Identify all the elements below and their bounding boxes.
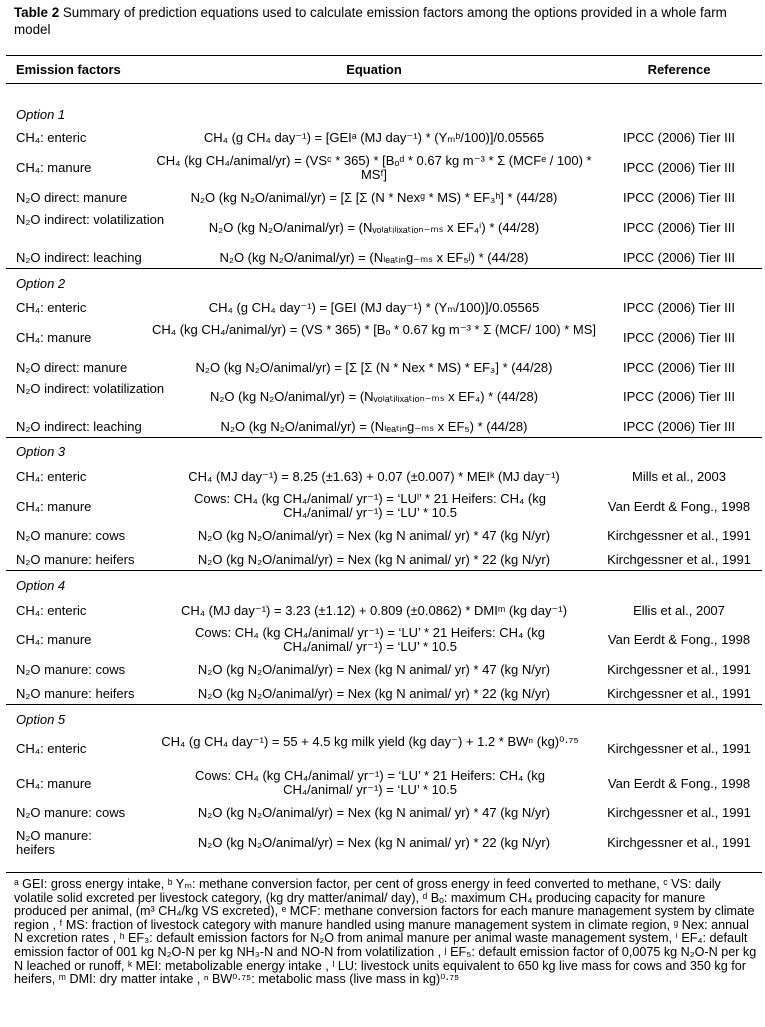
row-equation: N₂O (kg N₂O/animal/yr) = (Nᵥₒₗₐₜᵢₗᵢₓₐₜᵢₒₙ₋ₘₛ x EF₄ⁱ) * (44/28) xyxy=(208,220,540,235)
table-footnotes: ᵃ GEI: gross energy intake, ᵇ Yₘ: methane conversion factor, per cent of gross energy in feed converted to methane, ᶜ VS: daily volatile solid excreted per livestock category, (kg dry matter/animal/ day), ᵈ Bₒ: maximum CH₄ producing capacity for manure produced per animal, (m³ CH₄/kg VS excreted), ᵉ MCF: methane conversion factors for each manure management system by climate region , ᶠ MS: fraction of livestock category with manure handled using manure management system in climate region, ᵍ Nex: annual N excretion rates , ʰ EF₃: default emission factors for N₂O from animal manure per animal waste management system, ⁱ EF₄: default emission factor of 001 kg N₂O-N per kg NH₃-N and NO-N from volatilization , ʲ EF₅: default emission factor of 0,0075 kg N₂O-N per kg N leached or runoff, ᵏ MEI: metabolizable energy intake , ˡ LU: livestock units equivalent to 650 kg live mass for cows and 350 kg for heifers, ᵐ DMI: dry matter intake , ⁿ BW⁰·⁷⁵: metabolic mass (live mass in kg)⁰·⁷⁵ xyxy=(14,877,757,987)
row-reference: IPCC (2006) Tier III xyxy=(623,220,735,235)
row-equation: N₂O (kg N₂O/animal/yr) = Nex (kg N animal/ yr) * 22 (kg N/yr) xyxy=(197,835,551,850)
row-factor: CH₄: manure xyxy=(16,776,92,791)
section-title: Option 3 xyxy=(16,444,66,459)
row-equation: N₂O (kg N₂O/animal/yr) = Nex (kg N animal/ yr) * 47 (kg N/yr) xyxy=(197,528,551,543)
row-reference: Kirchgessner et al., 1991 xyxy=(607,662,751,677)
row-factor: CH₄: enteric xyxy=(16,603,87,618)
bottom-rule xyxy=(6,872,762,873)
row-factor: N₂O manure: heifers xyxy=(16,828,92,857)
row-factor: CH₄: manure xyxy=(16,160,92,175)
row-factor: CH₄: manure xyxy=(16,632,92,647)
row-factor: N₂O indirect: volatilization xyxy=(16,381,165,396)
row-factor: N₂O manure: cows xyxy=(16,662,126,677)
row-equation: CH₄ (kg CH₄/animal/yr) = (VS * 365) * [Bₒ * 0.67 kg m⁻³ * Σ (MCF/ 100) * MS] xyxy=(152,322,596,337)
row-equation: Cows: CH₄ (kg CH₄/animal/ yr⁻¹) = ‘LU’ * 21 Heifers: CH₄ (kg CH₄/animal/ yr⁻¹) = ‘LU’ * 10.5 xyxy=(195,768,545,797)
row-equation: CH₄ (g CH₄ day⁻¹) = 55 + 4.5 kg milk yield (kg day⁻) + 1.2 * BWⁿ (kg)⁰·⁷⁵ xyxy=(161,734,579,749)
row-factor: CH₄: manure xyxy=(16,499,92,514)
section-title: Option 1 xyxy=(16,107,66,122)
row-reference: Van Eerdt & Fong., 1998 xyxy=(607,776,751,791)
row-equation: N₂O (kg N₂O/animal/yr) = Nex (kg N animal/ yr) * 47 (kg N/yr) xyxy=(197,805,551,820)
row-reference: IPCC (2006) Tier III xyxy=(623,190,735,205)
row-factor: N₂O indirect: leaching xyxy=(16,419,142,434)
row-reference: IPCC (2006) Tier III xyxy=(623,160,735,175)
section-title: Option 4 xyxy=(16,578,66,593)
row-factor: CH₄: manure xyxy=(16,330,92,345)
row-factor: CH₄: enteric xyxy=(16,300,87,315)
row-reference: IPCC (2006) Tier III xyxy=(623,419,735,434)
row-factor: N₂O indirect: leaching xyxy=(16,250,142,265)
row-equation: CH₄ (MJ day⁻¹) = 3.23 (±1.12) + 0.809 (±0.0862) * DMIᵐ (kg day⁻¹) xyxy=(180,603,568,618)
row-factor: N₂O manure: heifers xyxy=(16,686,135,701)
header-equation: Equation xyxy=(346,62,402,77)
row-equation: CH₄ (kg CH₄/animal/yr) = (VSᶜ * 365) * [Bₒᵈ * 0.67 kg m⁻³ * Σ (MCFᵉ / 100) * MSᶠ] xyxy=(156,153,592,182)
row-equation: Cows: CH₄ (kg CH₄/animal/ yr⁻¹) = ‘LUˡ’ * 21 Heifers: CH₄ (kg CH₄/animal/ yr⁻¹) = ‘LU’ * 10.5 xyxy=(194,491,546,520)
header-reference: Reference xyxy=(647,62,711,77)
row-equation: N₂O (kg N₂O/animal/yr) = (Nₗₑₐₜᵢₙg₋ₘₛ x EF₅ʲ) * (44/28) xyxy=(219,250,529,265)
row-reference: Kirchgessner et al., 1991 xyxy=(607,528,751,543)
row-reference: IPCC (2006) Tier III xyxy=(623,300,735,315)
table-caption xyxy=(14,4,754,38)
row-reference: IPCC (2006) Tier III xyxy=(623,330,735,345)
row-factor: CH₄: enteric xyxy=(16,130,87,145)
row-equation: N₂O (kg N₂O/animal/yr) = Nex (kg N animal/ yr) * 22 (kg N/yr) xyxy=(197,686,551,701)
caption-text: Summary of prediction equations used to calculate emission factors among the options provided in a whole farm model xyxy=(14,5,727,37)
section-rule xyxy=(6,704,762,705)
section-title: Option 5 xyxy=(16,712,66,727)
section-rule xyxy=(6,437,762,438)
row-factor: N₂O manure: cows xyxy=(16,528,126,543)
row-factor: CH₄: enteric xyxy=(16,741,87,756)
row-factor: N₂O manure: heifers xyxy=(16,552,135,567)
row-equation: N₂O (kg N₂O/animal/yr) = (Nᵥₒₗₐₜᵢₗᵢₓₐₜᵢₒₙ₋ₘₛ x EF₄) * (44/28) xyxy=(209,389,539,404)
row-reference: Van Eerdt & Fong., 1998 xyxy=(607,632,751,647)
row-equation: N₂O (kg N₂O/animal/yr) = [Σ [Σ (N * Nex * MS) * EF₃] * (44/28) xyxy=(195,360,553,375)
row-reference: Ellis et al., 2007 xyxy=(633,603,725,618)
row-reference: IPCC (2006) Tier III xyxy=(623,250,735,265)
row-factor: N₂O direct: manure xyxy=(16,360,128,375)
row-equation: N₂O (kg N₂O/animal/yr) = [Σ [Σ (N * Nexᵍ * MS) * EF₃ʰ] * (44/28) xyxy=(190,190,558,205)
header-rule xyxy=(6,83,762,84)
row-reference: Kirchgessner et al., 1991 xyxy=(607,686,751,701)
row-factor: N₂O indirect: volatilization xyxy=(16,212,165,227)
row-equation: N₂O (kg N₂O/animal/yr) = (Nₗₑₐₜᵢₙg₋ₘₛ x EF₅) * (44/28) xyxy=(220,419,528,434)
row-reference: IPCC (2006) Tier III xyxy=(623,130,735,145)
row-reference: IPCC (2006) Tier III xyxy=(623,389,735,404)
row-equation: CH₄ (g CH₄ day⁻¹) = [GEIᵃ (MJ day⁻¹) * (Yₘᵇ/100)]/0.05565 xyxy=(203,130,545,145)
top-rule xyxy=(6,55,762,56)
row-factor: CH₄: enteric xyxy=(16,469,87,484)
row-factor: N₂O manure: cows xyxy=(16,805,126,820)
header-emission-factors: Emission factors xyxy=(16,62,121,77)
row-reference: Van Eerdt & Fong., 1998 xyxy=(607,499,751,514)
row-equation: CH₄ (MJ day⁻¹) = 8.25 (±1.63) + 0.07 (±0.007) * MEIᵏ (MJ day⁻¹) xyxy=(188,469,560,484)
row-reference: Kirchgessner et al., 1991 xyxy=(607,835,751,850)
row-reference: Kirchgessner et al., 1991 xyxy=(607,805,751,820)
table-label: Table 2 xyxy=(14,5,60,20)
row-reference: Mills et al., 2003 xyxy=(632,469,726,484)
row-equation: CH₄ (g CH₄ day⁻¹) = [GEI (MJ day⁻¹) * (Yₘ/100)]/0.05565 xyxy=(208,300,540,315)
section-title: Option 2 xyxy=(16,276,66,291)
row-equation: N₂O (kg N₂O/animal/yr) = Nex (kg N animal/ yr) * 47 (kg N/yr) xyxy=(197,662,551,677)
row-reference: Kirchgessner et al., 1991 xyxy=(607,741,751,756)
row-factor: N₂O direct: manure xyxy=(16,190,128,205)
section-rule xyxy=(6,268,762,269)
section-rule xyxy=(6,570,762,571)
row-equation: Cows: CH₄ (kg CH₄/animal/ yr⁻¹) = ‘LU’ * 21 Heifers: CH₄ (kg CH₄/animal/ yr⁻¹) = ‘LU’ * 10.5 xyxy=(195,625,545,654)
row-reference: IPCC (2006) Tier III xyxy=(623,360,735,375)
row-equation: N₂O (kg N₂O/animal/yr) = Nex (kg N animal/ yr) * 22 (kg N/yr) xyxy=(197,552,551,567)
row-reference: Kirchgessner et al., 1991 xyxy=(607,552,751,567)
